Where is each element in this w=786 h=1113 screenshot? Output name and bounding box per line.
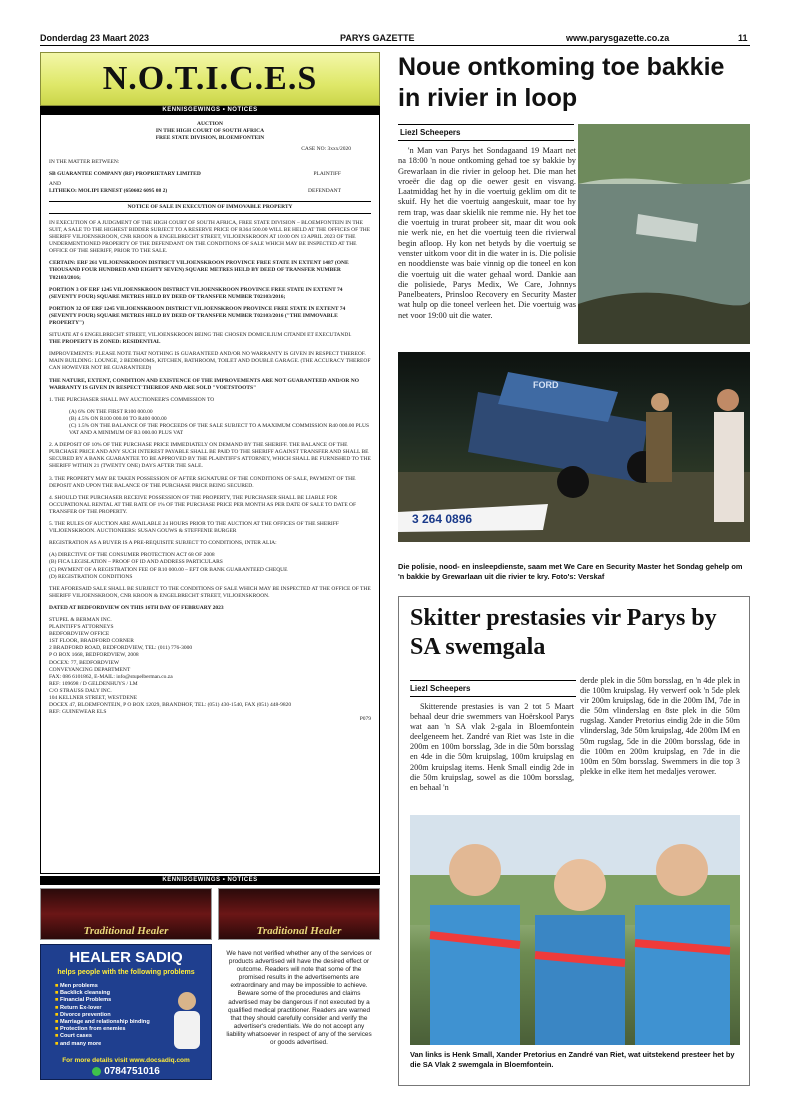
legal-defendant-label: DEFENDANT <box>308 187 341 194</box>
legal-reg-d: (D) REGISTRATION CONDITIONS <box>49 573 133 580</box>
legal-plaintiff: SB GUARANTEE COMPANY (RF) PROPRIETARY LIMITED <box>49 171 201 178</box>
article2-byline: Liezl Scheepers <box>410 684 471 693</box>
paper-name: PARYS GAZETTE <box>340 33 415 43</box>
legal-p4: PORTION 32 OF ERF 1245 VILJOENSKROON DISTRICT VILJOENSKROON PROVINCE FREE STATE IN EXTENT 74 (SEVENTY FOUR) SQUARE METRES HELD BY DEED OF TRANSFER NUMBER T02103/2016 ("THE IMMOVABLE PROPERTY") <box>49 305 346 326</box>
article2-caption: Van links is Henk Small, Xander Pretorius en Zandré van Riet, wat uitstekend presteer het by die SA Vlak 2 swemgala in Bloemfontein. <box>410 1050 735 1069</box>
whatsapp-icon <box>92 1067 101 1076</box>
legal-auction: AUCTION <box>197 121 223 127</box>
article1-caption: Die polisie, nood- en insleepdienste, saam met We Care en Security Master het Sondag gehelp om 'n bakkie by Grewarlaan uit die rivier te kry. Foto's: Verskaf <box>398 562 743 581</box>
article2-headline: Skitter prestasies vir Parys by SA swemgala <box>410 605 717 660</box>
healer-item: ■ Financial Problems <box>55 997 150 1004</box>
legal-item-1: 1. THE PURCHASER SHALL PAY AUCTIONEER'S COMMISSION TO <box>49 396 215 403</box>
rescue-photo <box>398 352 750 542</box>
paper-url[interactable]: www.parysgazette.co.za <box>566 33 670 43</box>
legal-attorney-3: BEDFORDVIEW OFFICE <box>49 631 110 638</box>
legal-p3: PORTION 3 OF ERF 1245 VILJOENSKROON DISTRICT VILJOENSKROON PROVINCE FREE STATE IN EXTENT 74 (SEVENTY FOUR) SQUARE METRES HELD BY DEED OF TRANSFER NUMBER T02103/2016; <box>49 286 343 300</box>
healer-item: ■ Men problems <box>55 983 150 990</box>
legal-p5a: SITUATE AT 6 ENGELBRECHT STREET, VILJOENSKROON BEING THE CHOSEN DOMICILIUM CITANDI ET EXECUTANDI. <box>49 332 352 339</box>
legal-attorney-6: P O BOX 1668, BEDFORDVIEW, 2008 <box>49 652 139 659</box>
legal-reg-a: (A) DIRECTIVE OF THE CONSUMER PROTECTION ACT 68 OF 2008 <box>49 552 215 559</box>
legal-plaintiff-label: PLAINTIFF <box>313 171 341 178</box>
healer-list <box>55 983 150 1048</box>
legal-attorney-13: DOCEX 47, BLOEMFONTEIN, P O BOX 12029, BRANDHOF, TEL: (051) 430-1540, FAX (051) 448-9820 <box>49 702 292 709</box>
article2-rule-2 <box>410 696 576 697</box>
legal-reg-c: (C) PAYMENT OF A REGISTRATION FEE OF R10 000.00 – EFT OR BANK GUARANTEED CHEQUE <box>49 566 288 573</box>
festive-ad-left-text: Traditional Healer <box>83 925 169 937</box>
legal-code: P079 <box>359 716 371 723</box>
healer-item: ■ Protection from enemies <box>55 1026 150 1033</box>
river-photo <box>578 124 750 344</box>
river-photo-illustration <box>578 124 750 344</box>
legal-dated: DATED AT BEDFORDVIEW ON THIS 16TH DAY OF FEBRUARY 2023 <box>49 604 224 611</box>
legal-item-2: 2. A DEPOSIT OF 10% OF THE PURCHASE PRICE IMMEDIATELY ON DEMAND BY THE SHERIFF. THE BALANCE OF THE PURCHASE PRICE AND ANY SUCH INTEREST PAYABLE SHALL BE PAID TO THE SHERIFF AGAINST TRANSFER AND SHALL BE SECURED BY A BANK GUARANTEE TO BE APPROVED BY THE PLAINTIFF'S ATTORNEY, WHICH SHALL BE FURNISHED TO THE SHERIFF WITHIN 21 (TWENTY ONE) DAYS AFTER THE SALE. <box>49 442 371 470</box>
legal-notice <box>40 114 380 874</box>
legal-registration: REGISTRATION AS A BUYER IS A PRE-REQUISITE SUBJECT TO CONDITIONS, INTER ALIA: <box>49 540 277 547</box>
legal-item-4: 4. SHOULD THE PURCHASER RECEIVE POSSESSION OF THE PROPERTY, THE PURCHASER SHALL BE LIABLE FOR OCCUPATIONAL RENTAL AT THE RATE OF 1% OF THE PURCHASE PRICE PER MONTH AS PER DATE OF SALE TO DATE OF TRANSFER OF THE PROPERTY. <box>49 494 357 515</box>
legal-attorney-4: 1ST FLOOR, BRADFORD CORNER <box>49 638 134 645</box>
legal-item-1c: (C) 1.5% ON THE BALANCE OF THE PROCEEDS OF THE SALE SUBJECT TO A MAXIMUM COMMISSION R40 000.00 PLUS VAT AND A MINIMUM OF R3 000.00 PLUS VAT <box>69 423 370 437</box>
legal-attorney-10: REF: 109698 / D GELDENHUYS / LM <box>49 680 138 687</box>
notices-banner-text: N.O.T.I.C.E.S <box>102 60 318 97</box>
healer-item: ■ Return Ex-lover <box>55 1005 150 1012</box>
legal-attorney-2: PLAINTIFF'S ATTORNEYS <box>49 624 114 631</box>
ad-disclaimer: We have not verified whether any of the services or products advertised will have the desired effect or outcome. Readers will note that some of the promised results in the advertisements are extraordinary and may be impossible to achieve. Beware some of the procedures and claims advertised may be dangerous if not executed by a qualified medical practitioner. Readers are warned that they should carefully consider and verify the advertiser's credentials. We do not accept any liability whatsoever in respect of any of the services or goods advertised. <box>226 950 372 1047</box>
legal-attorney-9: FAX: 086 6101862, E-MAIL: info@stupelberman.co.za <box>49 673 173 680</box>
legal-notice-title: NOTICE OF SALE IN EXECUTION OF IMMOVABLE PROPERTY <box>49 201 371 214</box>
healer-phone[interactable] <box>41 1066 211 1077</box>
number-plate: 3 264 0896 <box>412 512 473 526</box>
legal-attorney-11: C/O STRAUSS DALY INC. <box>49 687 112 694</box>
page-number: 11 <box>738 33 748 43</box>
article1-rule <box>398 124 574 125</box>
legal-and: AND <box>49 180 61 187</box>
festive-ad-right-text: Traditional Healer <box>256 925 342 937</box>
legal-defendant: LITHEKO: MOLIPI ERNEST (650602 6095 08 2) <box>49 187 168 194</box>
legal-reg-b: (B) FICA LEGISLATION – PROOF OF ID AND ADDRESS PARTICULARS <box>49 559 223 566</box>
article2-rule <box>410 680 576 681</box>
notices-banner <box>40 52 380 106</box>
festive-ad-left <box>40 888 212 940</box>
legal-p7: THE NATURE, EXTENT, CONDITION AND EXISTENCE OF THE IMPROVEMENTS ARE NOT GUARANTEED AND/OR NO WARRANTY IS GIVEN IN RESPECT THEREOF AND ARE SOLD "VOETSTOOTS" <box>49 377 360 391</box>
legal-item-1b: (B) 4.5% ON R100 000.00 TO R400 000.00 <box>69 415 167 422</box>
legal-p6: IMPROVEMENTS: PLEASE NOTE THAT NOTHING IS GUARANTEED AND/OR NO WARRANTY IS GIVEN IN RESPECT THEREOF. MAIN BUILDING: LOUNGE, 2 BEDROOMS, KITCHEN, BATHROOM, TOILET AND DOUBLE GARAGE. (THE ACCURACY THEREOF CAN HOWEVER NOT BE GUARANTEED) <box>49 351 371 372</box>
article1-body: 'n Man van Parys het Sondagaand 19 Maart net na 18:00 'n noue ontkoming gehad toe sy bakkie by Grewarlaan in die rivier in geloop het. Die man het vroeër die dag op die oewer gesit en visvang. Laatmiddag het hy in die voertuig geklim om dit te skuif. Hy het die voertuig aangeskuit, maar toe hy rem trap, was daar skielik nie remme nie. Hy het toe die voertuig in trurat probeer sit, maar dit wou ook nie werk nie, en het die voertuig teen die rivierwal begin afloop. Hy kon net betyds by die voertuig se venster uitkom voor dit in die water in is. Die polisie en nooddienste was baie vinnig op die toneel en kon die voertuig uit die water gehaal word. Dankie aan die polisiede, Parys Medix, We Care, Johnnys Panelbeaters, Prinsloo Recovery en Security Master wat hulp op die toneel verleen het. Die voertuig was net voor 19:00 uit die water. <box>398 146 576 320</box>
festive-ad-right <box>218 888 380 940</box>
issue-date: Donderdag 23 Maart 2023 <box>40 33 150 43</box>
legal-court: IN THE HIGH COURT OF SOUTH AFRICA <box>155 128 265 135</box>
kennisgewings-bar-bottom: KENNISGEWINGS • NOTICES <box>40 876 380 885</box>
legal-item-3: 3. THE PROPERTY MAY BE TAKEN POSSESSION OF AFTER SIGNATURE OF THE CONDITIONS OF SALE, PAYMENT OF THE DEPOSIT AND UPON THE BALANCE OF THE PURCHASE PRICE BEING SECURED. <box>49 475 356 489</box>
kennisgewings-bar-top: KENNISGEWINGS • NOTICES <box>40 106 380 115</box>
healer-item: ■ Divorce prevention <box>55 1012 150 1019</box>
legal-p2: CERTAIN: ERF 261 VILJOENSKROON DISTRICT VILJOENSKROON PROVINCE FREE STATE IN EXTENT 1487 (ONE THOUSAND FOUR HUNDRED AND EIGHTY SEVEN) SQUARE METRES HELD BY DEED OF TRANSFER NUMBER T02103/2016; <box>49 260 349 281</box>
healer-item: ■ Court cases <box>55 1033 150 1040</box>
healer-item: ■ and many more <box>55 1041 150 1048</box>
legal-matter: IN THE MATTER BETWEEN: <box>49 159 120 166</box>
article2-col1: Skitterende prestasies is van 2 tot 5 Maart behaal deur drie swemmers van Hoërskool Parys wat aan 'n SA vlak 2-gala in Bloemfontein deelgeneem het. Zandré van Riet was 1ste in die 200m en 100m borsslag, 3de in die 50m borsslag en 4de in die 50m kruipslag, 100m kruipslag en 200m kruipslag items. Henk Small eindig 2de in die 50m kruipslag, sowel as die 100m borsslag, en behaal 'n <box>410 702 574 792</box>
legal-attorney-12: 104 KELLNER STREET, WESTDENE <box>49 695 138 701</box>
legal-attorney-8: CONVEYANCING DEPARTMENT <box>49 666 131 673</box>
legal-case-no: CASE NO: 3xxx/2020 <box>301 146 351 153</box>
legal-attorney-7: DOCEX: 77, BEDFORDVIEW <box>49 659 120 666</box>
healer-subtitle: helps people with the following problems <box>57 969 195 976</box>
legal-p1: IN EXECUTION OF A JUDGMENT OF THE HIGH COURT OF SOUTH AFRICA, FREE STATE DIVISION – BLOEMFONTEIN IN THE SUIT, A SALE TO THE HIGHEST BIDDER SUBJECT TO A RESERVE PRICE OF R364 500.00 WILL BE HELD AT THE OFFICES OF THE SHERIFF VILJOENSKROON, CNR KROON & ENGELBRECHT STREET, VILJOENSKROON AT 10:00 ON 13 APRIL 2023 OF THE UNDERMENTIONED PROPERTY OF THE DEFENDANT ON THE CONDITIONS OF SALE WHICH MAY BE INSPECTED AT THE OFFICE OF THE SHERIFF, PRIOR TO THE SALE. <box>49 219 371 255</box>
legal-division: FREE STATE DIVISION, BLOEMFONTEIN <box>155 135 265 142</box>
article1-rule-2 <box>398 140 574 141</box>
legal-p8: THE AFORESAID SALE SHALL BE SUBJECT TO THE CONDITIONS OF SALE WHICH MAY BE INSPECTED AT THE OFFICE OF THE SHERIFF VILJOENSKROON, CNR KROON & ENGELBRECHT STREET, VILJOENSKROON. <box>49 585 371 599</box>
healer-item: ■ Marriage and relationship binding <box>55 1019 150 1026</box>
ford-label: FORD <box>533 380 559 390</box>
legal-item-1a: (A) 6% ON THE FIRST R100 000.00 <box>69 408 153 415</box>
swimmers-photo-illustration <box>410 815 740 1045</box>
healer-website[interactable]: For more details visit www.docsadiq.com <box>62 1057 190 1064</box>
healer-phone-number: 0784751016 <box>104 1066 160 1077</box>
healer-photo-icon <box>169 989 205 1049</box>
article1-headline: Noue ontkoming toe bakkie in rivier in loop <box>398 53 725 112</box>
healer-title: HEALER SADIQ <box>69 949 183 966</box>
healer-sadiq-ad <box>40 944 212 1080</box>
legal-attorney-14: REF: GUINEWEAR ELS <box>49 709 107 716</box>
swimmers-photo <box>410 815 740 1045</box>
header-rule <box>40 45 750 46</box>
healer-item: ■ Backlick cleansing <box>55 990 150 997</box>
legal-attorney-1: STUPEL & BERMAN INC. <box>49 616 112 623</box>
article1-byline: Liezl Scheepers <box>400 128 461 137</box>
legal-attorney-5: 2 BRADFORD ROAD, BEDFORDVIEW, TEL: (011) 776-3000 <box>49 645 193 652</box>
article2-col2: derde plek in die 50m borsslag, en 'n 4de plek in die 100m kruipslag. Hy verwerf ook 'n 5de plek vir 200m kruipslag, 6de in die 200m IM, 7de in die 50m vlinderslag en 8ste plek in die 50m rugslag. Xander Pretorius eindig 2de in die 50m vlinderslag, 3de 50m kruipslag, 4de 200m IM en 50m rugslag, 5de in die 200m borsslag, 6de in die 100m en 200m kruipslag, en 7de in die 100m en 50m borsslag. Swemmers in die top 3 plekke in elke item het medaljes verower. <box>580 676 740 776</box>
legal-item-5: 5. THE RULES OF AUCTION ARE AVAILABLE 24 HOURS PRIOR TO THE AUCTION AT THE OFFICES OF THE SHERIFF VILJOENSKROON. AUCTIONEERS: SUSAN GOUWS & STEFFENIE BURGER <box>49 521 339 535</box>
legal-p5b: THE PROPERTY IS ZONED: RESIDENTIAL <box>49 339 161 346</box>
